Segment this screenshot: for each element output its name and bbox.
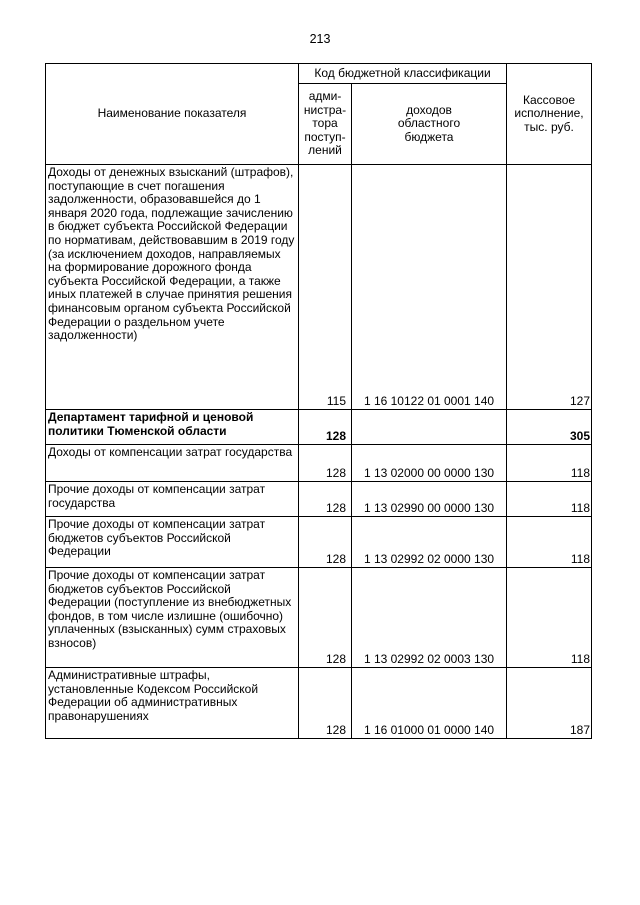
row-sum: 118 — [507, 568, 592, 668]
row-sum: 187 — [507, 668, 592, 739]
row-name: Административные штрафы, установленные Кодексом Российской Федерации об административных правонарушениях — [46, 668, 299, 739]
header-sum-text: Кассовое исполнение, тыс. руб. — [514, 92, 584, 134]
row-revenue-code: 1 13 02992 02 0000 130 — [352, 517, 507, 568]
row-sum: 127 — [507, 165, 592, 410]
row-admin-code: 128 — [299, 568, 352, 668]
row-admin-code: 128 — [299, 445, 352, 482]
row-revenue-code: 1 13 02992 02 0003 130 — [352, 568, 507, 668]
header-admin-text: адми- нистра- тора поступ- лений — [303, 89, 347, 158]
header-revenue-text: доходов областного бюджета — [397, 102, 461, 144]
table-row — [46, 482, 592, 517]
row-name: Доходы от компенсации затрат государства — [46, 445, 299, 482]
row-admin-code: 128 — [299, 517, 352, 568]
table-row-department — [46, 410, 592, 445]
table-row — [46, 517, 592, 568]
row-revenue-code: 1 13 02000 00 0000 130 — [352, 445, 507, 482]
row-name: Прочие доходы от компенсации затрат бюджетов субъектов Российской Федерации (поступление из внебюджетных фондов, в том числе излишне (ошибочно) уплаченных (взысканных) сумм страховых взносов) — [46, 568, 299, 668]
header-revenue — [352, 84, 507, 165]
row-sum: 118 — [507, 482, 592, 517]
header-code-group: Код бюджетной классификации — [299, 64, 507, 84]
page-number: 213 — [309, 32, 331, 46]
row-revenue-code: 1 13 02990 00 0000 130 — [352, 482, 507, 517]
header-name: Наименование показателя — [46, 64, 299, 165]
row-admin-code: 115 — [299, 165, 352, 410]
row-name: Департамент тарифной и ценовой политики Тюменской области — [46, 410, 299, 445]
header-admin — [299, 84, 352, 165]
row-sum: 118 — [507, 445, 592, 482]
row-name: Прочие доходы от компенсации затрат государства — [46, 482, 299, 517]
row-revenue-code — [352, 410, 507, 445]
row-sum: 305 — [507, 410, 592, 445]
row-admin-code: 128 — [299, 668, 352, 739]
header-sum — [507, 64, 592, 165]
row-name: Прочие доходы от компенсации затрат бюджетов субъектов Российской Федерации — [46, 517, 299, 568]
table-row — [46, 568, 592, 668]
row-name: Доходы от денежных взысканий (штрафов), поступающие в счет погашения задолженности, образовавшейся до 1 января 2020 года, подлежащие зачислению в бюджет субъекта Российской Федерации по нормативам, действовавшим в 2019 году (за исключением доходов, направляемых на формирование дорожного фонда субъекта Российской Федерации, а также иных платежей в случае принятия решения финансовым органом субъекта Российской Федерации о раздельном учете задолженности) — [46, 165, 299, 410]
row-sum: 118 — [507, 517, 592, 568]
table-row — [46, 165, 592, 410]
table-row — [46, 668, 592, 739]
header-row-top — [46, 64, 592, 84]
budget-table — [45, 63, 592, 739]
row-admin-code: 128 — [299, 410, 352, 445]
row-revenue-code: 1 16 10122 01 0001 140 — [352, 165, 507, 410]
row-revenue-code: 1 16 01000 01 0000 140 — [352, 668, 507, 739]
table-row — [46, 445, 592, 482]
row-admin-code: 128 — [299, 482, 352, 517]
